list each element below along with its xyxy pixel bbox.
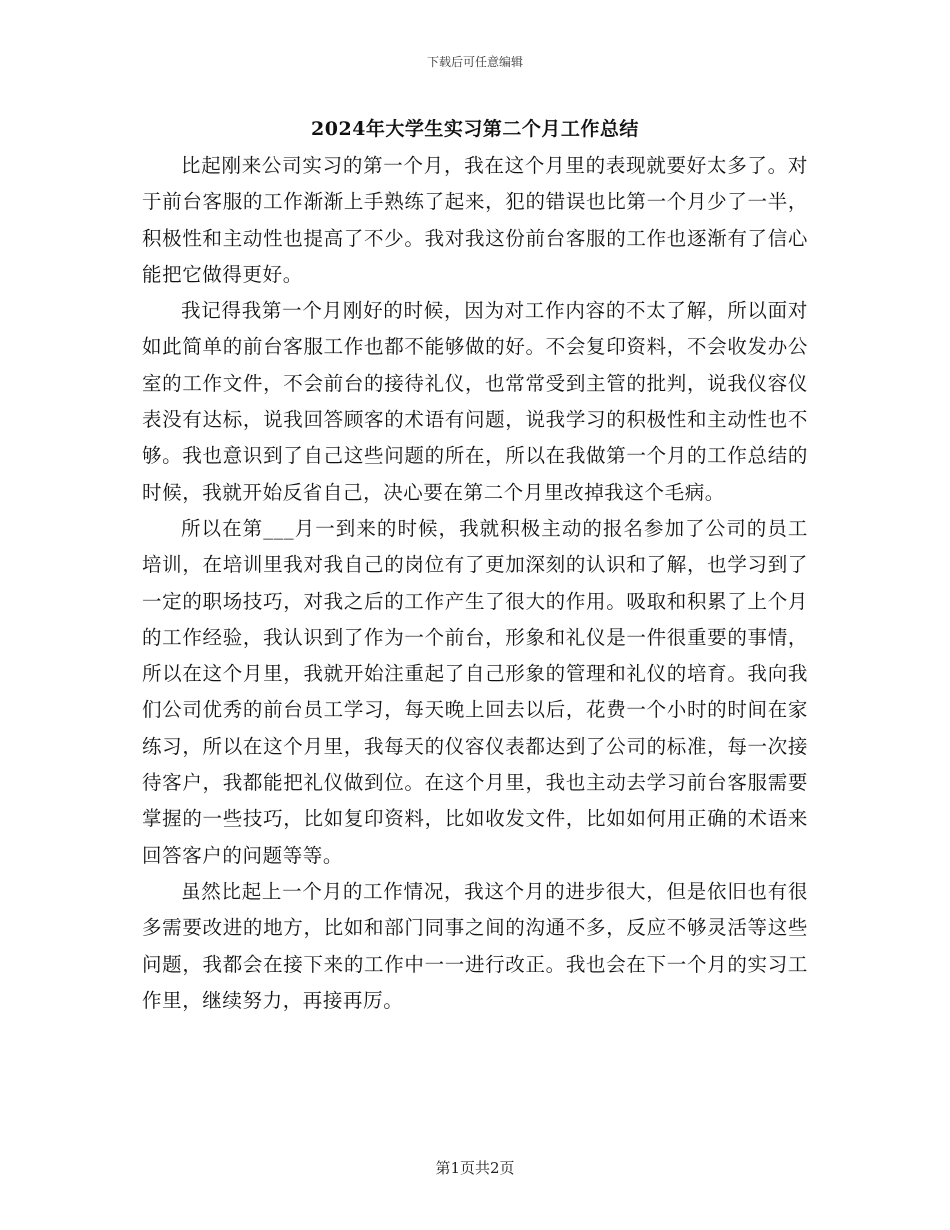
paragraph-4: 虽然比起上一个月的工作情况，我这个月的进步很大，但是依旧也有很多需要改进的地方，比如和部门同事之间的沟通不多，反应不够灵活等这些问题，我都会在接下来的工作中一一进行改正。我也会在下一个月的实习工作里，继续努力，再接再厉。 [142,879,808,1012]
header-note: 下载后可任意编辑 [426,55,523,69]
paragraph-2: 我记得我第一个月刚好的时候，因为对工作内容的不太了解，所以面对如此简单的前台客服工作也都不能够做的好。不会复印资料，不会收发办公室的工作文件，不会前台的接待礼仪，也常常受到主管的批判，说我仪容仪表没有达标，说我回答顾客的术语有问题，说我学习的积极性和主动性也不够。我也意识到了自己这些问题的所在，所以在我做第一个月的工作总结的时候，我就开始反省自己，决心要在第二个月里改掉我这个毛病。 [142,299,808,504]
page-number: 第1页共2页 [435,1159,515,1177]
paragraph-1: 比起刚来公司实习的第一个月，我在这个月里的表现就要好太多了。对于前台客服的工作渐渐上手熟练了起来，犯的错误也比第一个月少了一半，积极性和主动性也提高了不少。我对我这份前台客服的工作也逐渐有了信心能把它做得更好。 [142,154,808,286]
paragraph-3: 所以在第___月一到来的时候，我就积极主动的报名参加了公司的员工培训，在培训里我对我自己的岗位有了更加深刻的认识和了解，也学习到了一定的职场技巧，对我之后的工作产生了很大的作用。吸取和积累了上个月的工作经验，我认识到了作为一个前台，形象和礼仪是一件很重要的事情，所以在这个月里，我就开始注重起了自己形象的管理和礼仪的培育。我向我们公司优秀的前台员工学习，每天晚上回去以后，花费一个小时的时间在家练习，所以在这个月里，我每天的仪容仪表都达到了公司的标准，每一次接待客户，我都能把礼仪做到位。在这个月里，我也主动去学习前台客服需要掌握的一些技巧，比如复印资料，比如收发文件，比如如何用正确的术语来回答客户的问题等等。 [142,516,808,867]
document-body [142,148,808,1019]
document-title: 2024年大学生实习第二个月工作总结 [311,118,639,140]
